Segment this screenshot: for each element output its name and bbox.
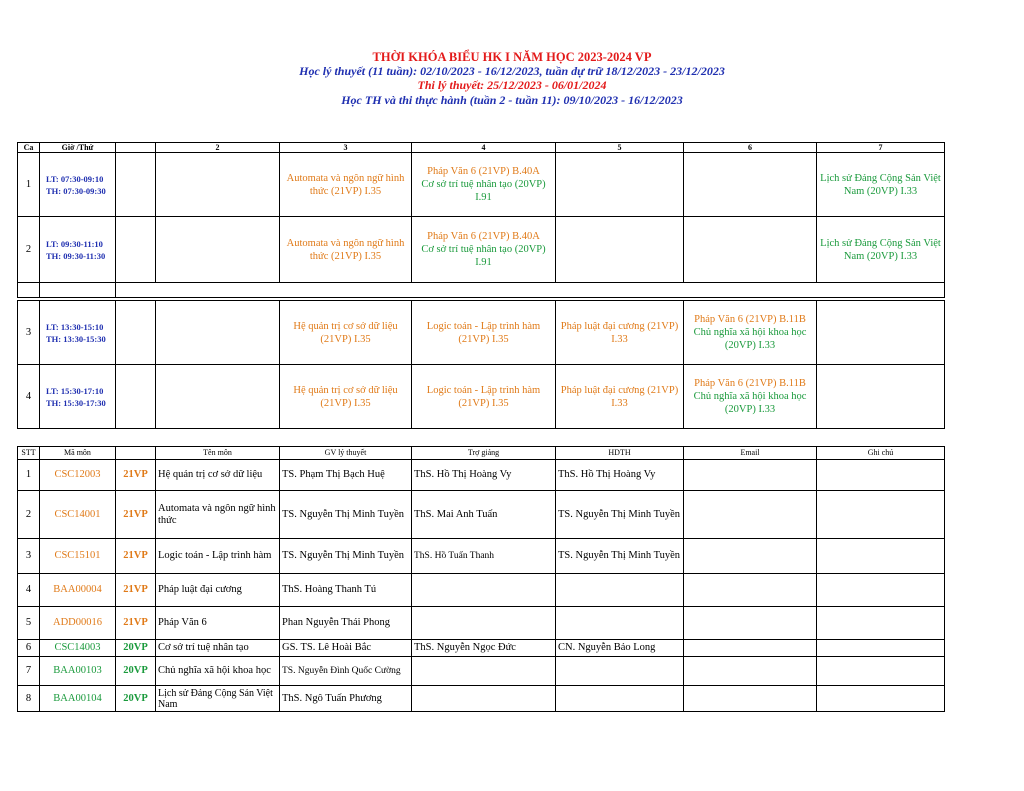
class-cell: Logic toán - Lập trình hàm (21VP) I.35	[412, 365, 556, 429]
course-name: Cơ sở trí tuệ nhân tạo	[156, 640, 280, 657]
course-ta	[412, 574, 556, 607]
class-cell: Pháp Văn 6 (21VP) B.11B Chủ nghĩa xã hội khoa học (20VP) I.33	[684, 365, 817, 429]
header-ta: Trợ giảng	[412, 447, 556, 460]
table-row	[18, 657, 945, 686]
course-code: CSC15101	[40, 539, 116, 574]
course-stt: 2	[18, 491, 40, 539]
course-name: Pháp luật đại cương	[156, 574, 280, 607]
course-email	[684, 460, 817, 491]
course-notes	[817, 574, 945, 607]
class-cell: Pháp Văn 6 (21VP) B.11B Chủ nghĩa xã hội khoa học (20VP) I.33	[684, 301, 817, 365]
theory-period: Học lý thuyết (11 tuần): 02/10/2023 - 16/12/2023, tuần dự trữ 18/12/2023 - 23/12/2023	[299, 64, 725, 78]
practice-period: Học TH và thi thực hành (tuần 2 - tuần 11): 09/10/2023 - 16/12/2023	[341, 93, 683, 107]
header-lecturer: GV lý thuyết	[280, 447, 412, 460]
course-group: 21VP	[116, 607, 156, 640]
class-cell: Pháp luật đại cương (21VP) I.33	[556, 301, 684, 365]
session-time: LT: 15:30-17:10 TH: 15:30-17:30	[40, 365, 116, 429]
course-group: 21VP	[116, 491, 156, 539]
course-code: CSC14001	[40, 491, 116, 539]
session-number: 3	[18, 301, 40, 365]
class-cell: Logic toán - Lập trình hàm (21VP) I.35	[412, 301, 556, 365]
course-email	[684, 607, 817, 640]
course-lab-instructor	[556, 607, 684, 640]
course-code: ADD00016	[40, 607, 116, 640]
session-time: LT: 09:30-11:10 TH: 09:30-11:30	[40, 217, 116, 283]
header-day-5: 5	[556, 143, 684, 153]
header-stt: STT	[18, 447, 40, 460]
table-row	[18, 574, 945, 607]
course-notes	[817, 491, 945, 539]
schedule-row	[18, 365, 945, 429]
course-stt: 8	[18, 686, 40, 712]
course-group: 20VP	[116, 640, 156, 657]
course-notes	[817, 460, 945, 491]
course-name: Automata và ngôn ngữ hình thức	[156, 491, 280, 539]
course-notes	[817, 686, 945, 712]
course-ta: ThS. Hồ Thị Hoàng Vy	[412, 460, 556, 491]
header-day-2: 2	[156, 143, 280, 153]
table-row	[18, 460, 945, 491]
course-lab-instructor	[556, 574, 684, 607]
class-cell: Automata và ngôn ngữ hình thức (21VP) I.35	[280, 217, 412, 283]
course-email	[684, 491, 817, 539]
course-lab-instructor: TS. Nguyễn Thị Minh Tuyền	[556, 491, 684, 539]
table-row	[18, 686, 945, 712]
course-email	[684, 574, 817, 607]
course-stt: 6	[18, 640, 40, 657]
course-notes	[817, 657, 945, 686]
course-ta: ThS. Hồ Tuấn Thanh	[412, 539, 556, 574]
class-cell: Pháp luật đại cương (21VP) I.33	[556, 365, 684, 429]
document-header	[0, 50, 1024, 108]
course-stt: 1	[18, 460, 40, 491]
course-lecturer: ThS. Ngô Tuấn Phương	[280, 686, 412, 712]
class-cell: Hệ quản trị cơ sở dữ liệu (21VP) I.35	[280, 301, 412, 365]
schedule-row	[18, 301, 945, 365]
course-name: Chủ nghĩa xã hội khoa học	[156, 657, 280, 686]
header-day-7: 7	[817, 143, 945, 153]
course-stt: 7	[18, 657, 40, 686]
course-email	[684, 640, 817, 657]
course-lab-instructor	[556, 686, 684, 712]
class-cell: Lịch sử Đảng Cộng Sản Việt Nam (20VP) I.33	[817, 153, 945, 217]
course-group: 20VP	[116, 686, 156, 712]
course-email	[684, 657, 817, 686]
course-lab-instructor: CN. Nguyễn Bảo Long	[556, 640, 684, 657]
course-code: BAA00103	[40, 657, 116, 686]
course-lab-instructor: ThS. Hồ Thị Hoàng Vy	[556, 460, 684, 491]
course-ta	[412, 657, 556, 686]
course-header-row	[18, 447, 945, 460]
course-notes	[817, 539, 945, 574]
schedule-table	[17, 142, 945, 429]
class-cell: Lịch sử Đảng Cộng Sản Việt Nam (20VP) I.33	[817, 217, 945, 283]
header-email: Email	[684, 447, 817, 460]
course-group: 20VP	[116, 657, 156, 686]
table-row	[18, 607, 945, 640]
course-code: CSC14003	[40, 640, 116, 657]
session-time: LT: 07:30-09:10 TH: 07:30-09:30	[40, 153, 116, 217]
course-name: Pháp Văn 6	[156, 607, 280, 640]
session-number: 4	[18, 365, 40, 429]
header-day-6: 6	[684, 143, 817, 153]
header-group	[116, 447, 156, 460]
header-blank	[116, 143, 156, 153]
lunch-break-row	[18, 283, 945, 298]
course-notes	[817, 607, 945, 640]
header-ca: Ca	[18, 143, 40, 153]
page-title: THỜI KHÓA BIỂU HK I NĂM HỌC 2023-2024 VP	[372, 50, 652, 64]
course-code: BAA00104	[40, 686, 116, 712]
course-stt: 3	[18, 539, 40, 574]
course-email	[684, 686, 817, 712]
course-group: 21VP	[116, 574, 156, 607]
course-stt: 4	[18, 574, 40, 607]
table-row	[18, 491, 945, 539]
header-code: Mã môn	[40, 447, 116, 460]
schedule-header-row	[18, 143, 945, 153]
course-code: BAA00004	[40, 574, 116, 607]
header-notes: Ghi chú	[817, 447, 945, 460]
course-lab-instructor: TS. Nguyễn Thị Minh Tuyền	[556, 539, 684, 574]
course-notes	[817, 640, 945, 657]
session-number: 2	[18, 217, 40, 283]
exam-period: Thi lý thuyết: 25/12/2023 - 06/01/2024	[417, 78, 607, 92]
course-table	[17, 446, 945, 712]
session-number: 1	[18, 153, 40, 217]
course-group: 21VP	[116, 460, 156, 491]
schedule-row	[18, 217, 945, 283]
course-email	[684, 539, 817, 574]
course-lecturer: TS. Nguyễn Thị Minh Tuyền	[280, 539, 412, 574]
class-cell: Pháp Văn 6 (21VP) B.40A Cơ sở trí tuệ nhân tạo (20VP) I.91	[412, 153, 556, 217]
session-time: LT: 13:30-15:10 TH: 13:30-15:30	[40, 301, 116, 365]
course-lecturer: TS. Nguyễn Đình Quốc Cường	[280, 657, 412, 686]
course-code: CSC12003	[40, 460, 116, 491]
schedule-row	[18, 153, 945, 217]
class-cell: Automata và ngôn ngữ hình thức (21VP) I.35	[280, 153, 412, 217]
course-ta	[412, 607, 556, 640]
class-cell: Pháp Văn 6 (21VP) B.40A Cơ sở trí tuệ nhân tạo (20VP) I.91	[412, 217, 556, 283]
course-lecturer: GS. TS. Lê Hoài Bắc	[280, 640, 412, 657]
course-ta: ThS. Mai Anh Tuấn	[412, 491, 556, 539]
header-course-name: Tên môn	[156, 447, 280, 460]
course-ta: ThS. Nguyễn Ngọc Đức	[412, 640, 556, 657]
header-day-4: 4	[412, 143, 556, 153]
course-lecturer: TS. Phạm Thị Bạch Huệ	[280, 460, 412, 491]
table-row	[18, 539, 945, 574]
course-name: Hệ quản trị cơ sở dữ liệu	[156, 460, 280, 491]
table-row	[18, 640, 945, 657]
course-name: Lịch sử Đảng Cộng Sản Việt Nam	[156, 686, 280, 712]
course-group: 21VP	[116, 539, 156, 574]
header-lab-instructor: HDTH	[556, 447, 684, 460]
header-day-3: 3	[280, 143, 412, 153]
header-time: Giờ /Thứ	[40, 143, 116, 153]
course-stt: 5	[18, 607, 40, 640]
course-lecturer: ThS. Hoàng Thanh Tú	[280, 574, 412, 607]
course-name: Logic toán - Lập trình hàm	[156, 539, 280, 574]
course-ta	[412, 686, 556, 712]
course-lecturer: TS. Nguyễn Thị Minh Tuyền	[280, 491, 412, 539]
course-lecturer: Phan Nguyễn Thái Phong	[280, 607, 412, 640]
course-lab-instructor	[556, 657, 684, 686]
class-cell: Hệ quản trị cơ sở dữ liệu (21VP) I.35	[280, 365, 412, 429]
